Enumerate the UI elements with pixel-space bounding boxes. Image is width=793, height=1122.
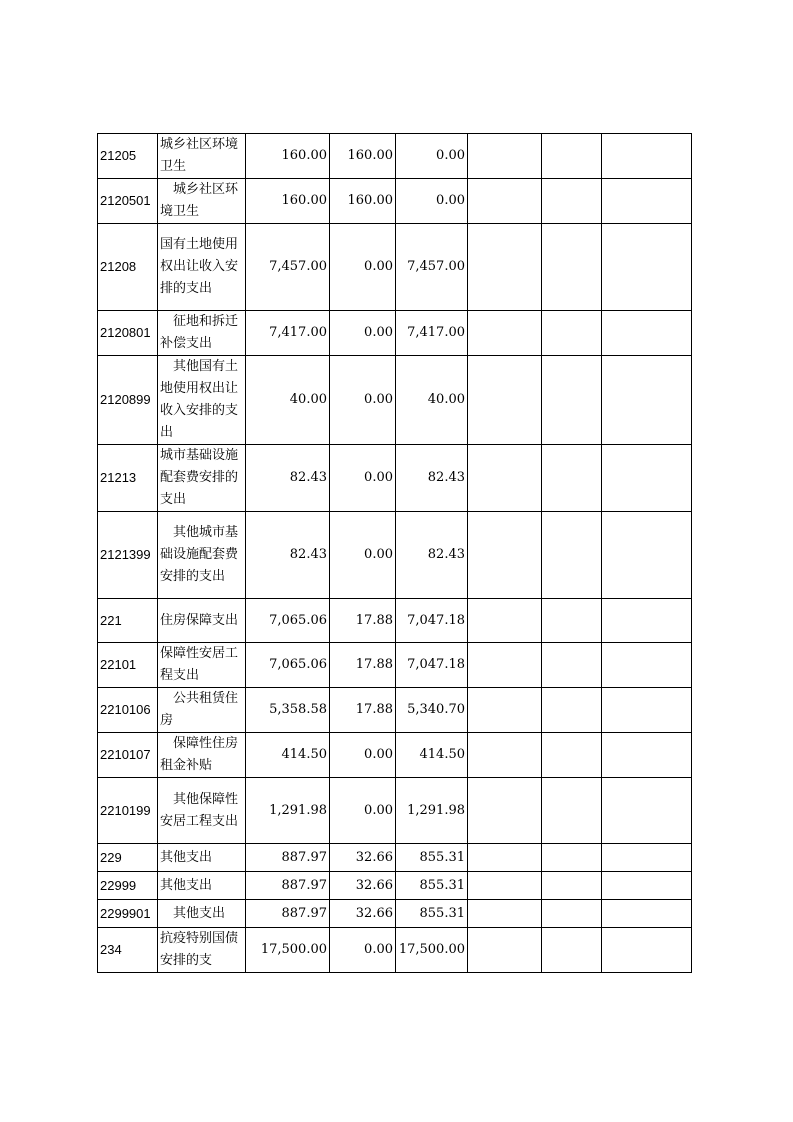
row-project: 17,500.00 <box>396 928 468 973</box>
row-name: 保障性安居工程支出 <box>158 643 246 688</box>
row-empty-cell <box>542 224 602 311</box>
row-empty-cell <box>602 599 692 643</box>
row-empty-cell <box>602 844 692 872</box>
row-basic: 0.00 <box>330 512 396 599</box>
row-code: 2210199 <box>98 778 158 844</box>
row-basic: 0.00 <box>330 928 396 973</box>
row-empty-cell <box>542 733 602 778</box>
row-total: 1,291.98 <box>246 778 330 844</box>
table-body <box>98 134 692 973</box>
row-empty-cell <box>602 778 692 844</box>
row-name: 城乡社区环境卫生 <box>158 134 246 179</box>
row-code: 21205 <box>98 134 158 179</box>
table-row <box>98 445 692 512</box>
row-name: 其他支出 <box>158 872 246 900</box>
row-total: 7,417.00 <box>246 311 330 356</box>
row-project: 82.43 <box>396 512 468 599</box>
row-empty-cell <box>468 311 542 356</box>
row-empty-cell <box>468 512 542 599</box>
row-empty-cell <box>542 599 602 643</box>
row-total: 160.00 <box>246 134 330 179</box>
table-row <box>98 356 692 445</box>
row-empty-cell <box>542 356 602 445</box>
row-empty-cell <box>468 599 542 643</box>
row-name: 其他保障性安居工程支出 <box>158 778 246 844</box>
row-code: 2120899 <box>98 356 158 445</box>
row-empty-cell <box>602 179 692 224</box>
row-basic: 0.00 <box>330 733 396 778</box>
row-total: 887.97 <box>246 872 330 900</box>
row-empty-cell <box>468 688 542 733</box>
row-project: 855.31 <box>396 900 468 928</box>
row-empty-cell <box>468 900 542 928</box>
row-empty-cell <box>542 844 602 872</box>
row-empty-cell <box>542 900 602 928</box>
row-total: 17,500.00 <box>246 928 330 973</box>
row-code: 221 <box>98 599 158 643</box>
row-name: 住房保障支出 <box>158 599 246 643</box>
row-basic: 17.88 <box>330 688 396 733</box>
row-code: 2120801 <box>98 311 158 356</box>
row-name: 其他支出 <box>158 844 246 872</box>
row-empty-cell <box>602 134 692 179</box>
table-row <box>98 311 692 356</box>
row-project: 7,047.18 <box>396 599 468 643</box>
row-empty-cell <box>542 445 602 512</box>
row-empty-cell <box>602 445 692 512</box>
row-empty-cell <box>542 134 602 179</box>
row-empty-cell <box>542 512 602 599</box>
row-code: 229 <box>98 844 158 872</box>
row-name: 公共租赁住房 <box>158 688 246 733</box>
row-empty-cell <box>602 311 692 356</box>
row-empty-cell <box>468 445 542 512</box>
table-row <box>98 778 692 844</box>
row-empty-cell <box>542 928 602 973</box>
row-empty-cell <box>542 179 602 224</box>
row-project: 7,047.18 <box>396 643 468 688</box>
row-empty-cell <box>468 778 542 844</box>
row-empty-cell <box>602 356 692 445</box>
table-row <box>98 872 692 900</box>
row-empty-cell <box>468 928 542 973</box>
row-empty-cell <box>542 778 602 844</box>
row-empty-cell <box>602 512 692 599</box>
row-basic: 0.00 <box>330 778 396 844</box>
row-empty-cell <box>602 733 692 778</box>
table-row <box>98 134 692 179</box>
table-row <box>98 512 692 599</box>
row-total: 414.50 <box>246 733 330 778</box>
row-total: 887.97 <box>246 900 330 928</box>
table-row <box>98 599 692 643</box>
row-empty-cell <box>468 643 542 688</box>
row-project: 414.50 <box>396 733 468 778</box>
table-row <box>98 688 692 733</box>
row-name: 其他国有土地使用权出让收入安排的支出 <box>158 356 246 445</box>
row-project: 0.00 <box>396 179 468 224</box>
row-code: 21213 <box>98 445 158 512</box>
row-basic: 0.00 <box>330 224 396 311</box>
row-total: 82.43 <box>246 512 330 599</box>
row-total: 7,457.00 <box>246 224 330 311</box>
row-empty-cell <box>542 643 602 688</box>
row-basic: 32.66 <box>330 900 396 928</box>
row-project: 40.00 <box>396 356 468 445</box>
row-empty-cell <box>542 688 602 733</box>
budget-table <box>97 133 692 973</box>
row-name: 国有土地使用权出让收入安排的支出 <box>158 224 246 311</box>
row-empty-cell <box>602 643 692 688</box>
table-row <box>98 844 692 872</box>
row-basic: 32.66 <box>330 844 396 872</box>
row-empty-cell <box>468 733 542 778</box>
row-empty-cell <box>602 688 692 733</box>
table-row <box>98 224 692 311</box>
row-project: 7,417.00 <box>396 311 468 356</box>
row-code: 21208 <box>98 224 158 311</box>
row-empty-cell <box>468 179 542 224</box>
row-empty-cell <box>468 844 542 872</box>
row-code: 2210107 <box>98 733 158 778</box>
row-name: 其他城市基础设施配套费安排的支出 <box>158 512 246 599</box>
row-project: 855.31 <box>396 844 468 872</box>
row-total: 40.00 <box>246 356 330 445</box>
row-project: 5,340.70 <box>396 688 468 733</box>
row-name: 征地和拆迁补偿支出 <box>158 311 246 356</box>
row-project: 7,457.00 <box>396 224 468 311</box>
row-code: 22999 <box>98 872 158 900</box>
row-basic: 0.00 <box>330 445 396 512</box>
row-empty-cell <box>602 224 692 311</box>
row-empty-cell <box>468 134 542 179</box>
row-empty-cell <box>542 872 602 900</box>
row-total: 82.43 <box>246 445 330 512</box>
row-code: 2120501 <box>98 179 158 224</box>
row-code: 234 <box>98 928 158 973</box>
row-empty-cell <box>602 872 692 900</box>
row-name: 其他支出 <box>158 900 246 928</box>
row-empty-cell <box>468 224 542 311</box>
row-code: 2121399 <box>98 512 158 599</box>
row-empty-cell <box>602 900 692 928</box>
row-total: 887.97 <box>246 844 330 872</box>
row-project: 82.43 <box>396 445 468 512</box>
row-empty-cell <box>602 928 692 973</box>
row-name: 抗疫特别国债安排的支 <box>158 928 246 973</box>
row-basic: 0.00 <box>330 356 396 445</box>
row-empty-cell <box>468 872 542 900</box>
row-basic: 160.00 <box>330 179 396 224</box>
row-project: 1,291.98 <box>396 778 468 844</box>
row-empty-cell <box>542 311 602 356</box>
row-basic: 0.00 <box>330 311 396 356</box>
row-total: 5,358.58 <box>246 688 330 733</box>
table-row <box>98 733 692 778</box>
row-basic: 32.66 <box>330 872 396 900</box>
row-basic: 17.88 <box>330 599 396 643</box>
row-project: 0.00 <box>396 134 468 179</box>
row-total: 7,065.06 <box>246 643 330 688</box>
table-row <box>98 928 692 973</box>
row-code: 2299901 <box>98 900 158 928</box>
row-total: 7,065.06 <box>246 599 330 643</box>
row-total: 160.00 <box>246 179 330 224</box>
row-basic: 17.88 <box>330 643 396 688</box>
row-code: 2210106 <box>98 688 158 733</box>
row-basic: 160.00 <box>330 134 396 179</box>
row-code: 22101 <box>98 643 158 688</box>
table-row <box>98 179 692 224</box>
table-row <box>98 900 692 928</box>
row-name: 城市基础设施配套费安排的支出 <box>158 445 246 512</box>
row-empty-cell <box>468 356 542 445</box>
row-project: 855.31 <box>396 872 468 900</box>
row-name: 保障性住房租金补贴 <box>158 733 246 778</box>
row-name: 城乡社区环境卫生 <box>158 179 246 224</box>
table-row <box>98 643 692 688</box>
